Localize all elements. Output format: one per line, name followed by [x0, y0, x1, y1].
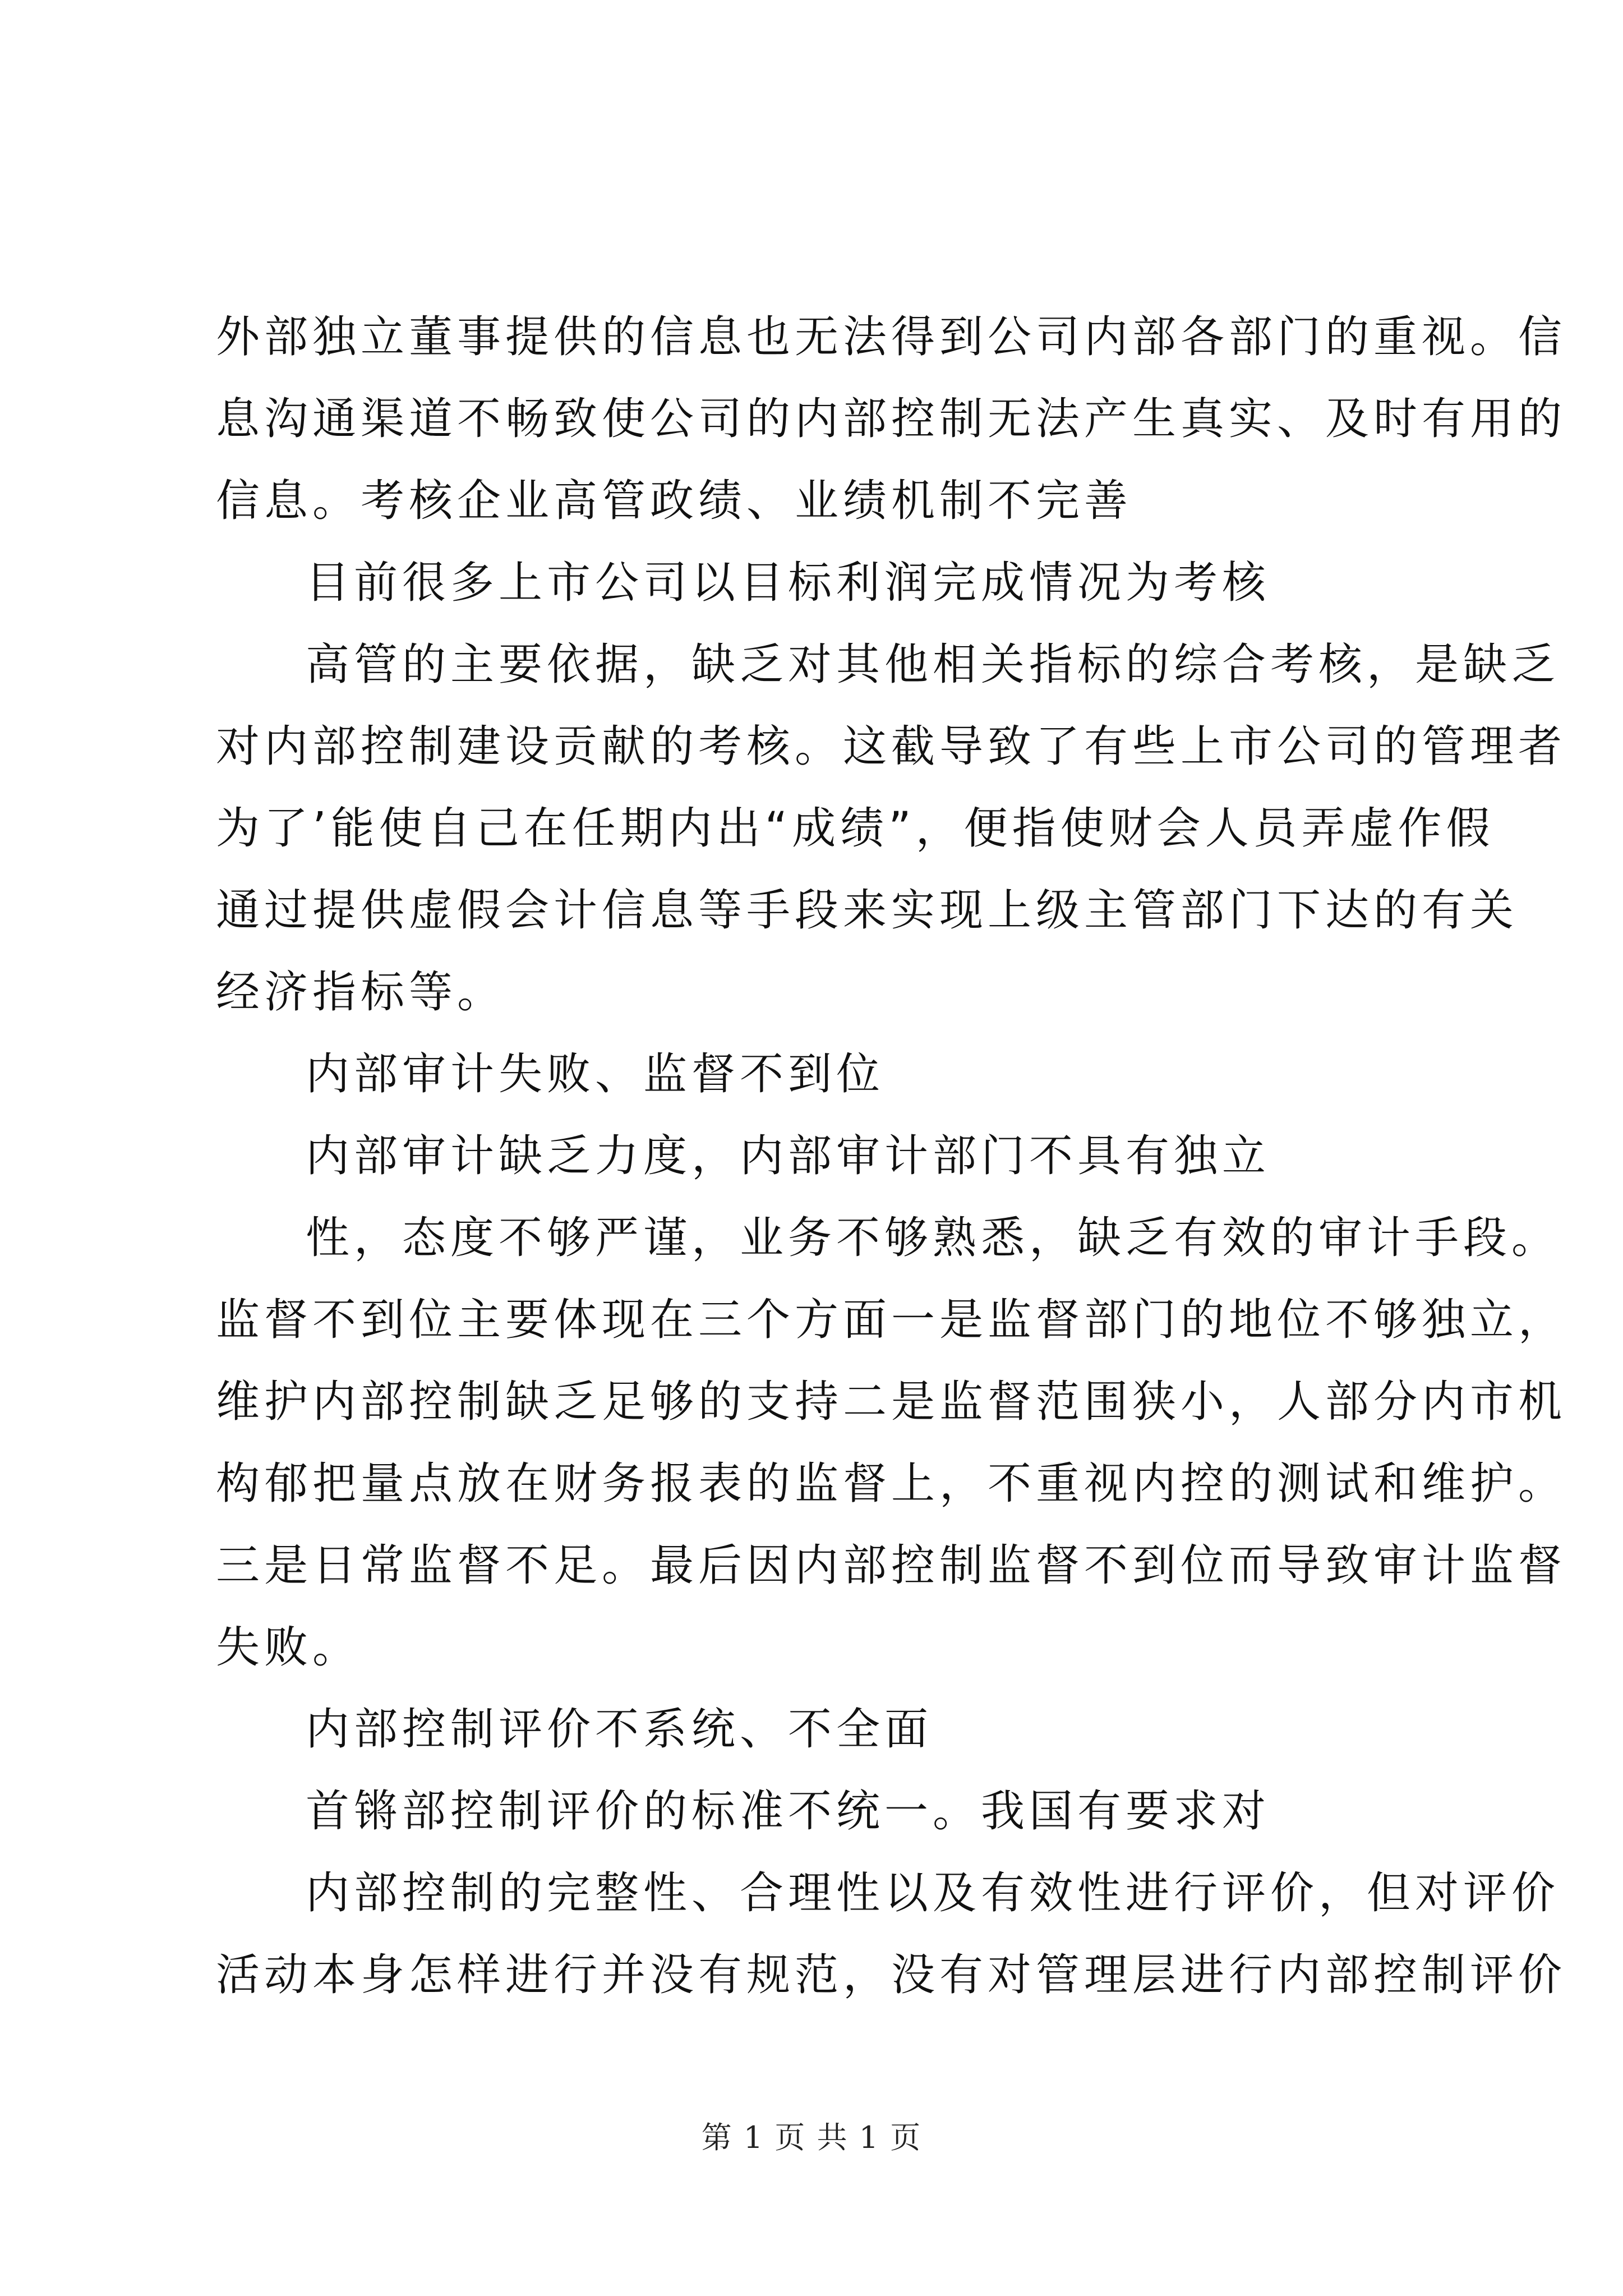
text-line: 三是日常监督不足。最后因内部控制监督不到位而导致审计监督 — [216, 1540, 1567, 1591]
document-body — [216, 296, 1567, 2016]
page-number: 第 1 页 共 1 页 — [701, 2120, 922, 2155]
text-line: 经济指标等。 — [216, 967, 506, 1018]
text-line: 内部审计缺乏力度，内部审计部门不具有独立 — [306, 1131, 1271, 1181]
section-heading: 内部审计失败、监督不到位 — [306, 1049, 885, 1099]
section-heading: 内部控制评价不系统、不全面 — [306, 1704, 933, 1755]
text-line: 维护内部控制缺乏足够的支持二是监督范围狭小，人部分内市机 — [216, 1377, 1567, 1427]
text-line: 性，态度不够严谨，业务不够熟悉，缺乏有效的审计手段。 — [306, 1213, 1560, 1263]
text-line: 对内部控制建设贡献的考核。这截导致了有些上市公司的管理者 — [216, 721, 1567, 772]
text-line: 活动本身怎样进行并没有规范，没有对管理层进行内部控制评价 — [216, 1950, 1567, 2000]
text-line: 外部独立董事提供的信息也无法得到公司内部各部门的重视。信 — [216, 312, 1567, 362]
page-footer — [0, 2114, 1623, 2157]
text-line: 高管的主要依据，缺乏对其他相关指标的综合考核，是缺乏 — [306, 639, 1560, 690]
text-line: 目前很多上市公司以目标利润完成情况为考核 — [306, 558, 1271, 608]
text-line: 为了’能使自己在任期内出“成绩”，便指使财会人员弄虚作假 — [216, 803, 1495, 854]
text-line: 首锵部控制评价的标准不统一。我国有要求对 — [306, 1786, 1271, 1837]
text-line: 构郁把量点放在财务报表的监督上，不重视内控的测试和维护。 — [216, 1458, 1567, 1509]
text-line: 通过提供虚假会计信息等手段来实现上级主管部门下达的有关 — [216, 885, 1519, 936]
text-line: 信息。考核企业高管政绩、业绩机制不完善 — [216, 476, 1133, 526]
text-line: 内部控制的完整性、合理性以及有效性进行评价，但对评价 — [306, 1868, 1560, 1918]
text-line: 息沟通渠道不畅致使公司的内部控制无法产生真实、及时有用的 — [216, 394, 1567, 444]
text-line: 监督不到位主要体现在三个方面一是监督部门的地位不够独立， — [216, 1295, 1567, 1345]
text-line: 失败。 — [216, 1622, 361, 1673]
